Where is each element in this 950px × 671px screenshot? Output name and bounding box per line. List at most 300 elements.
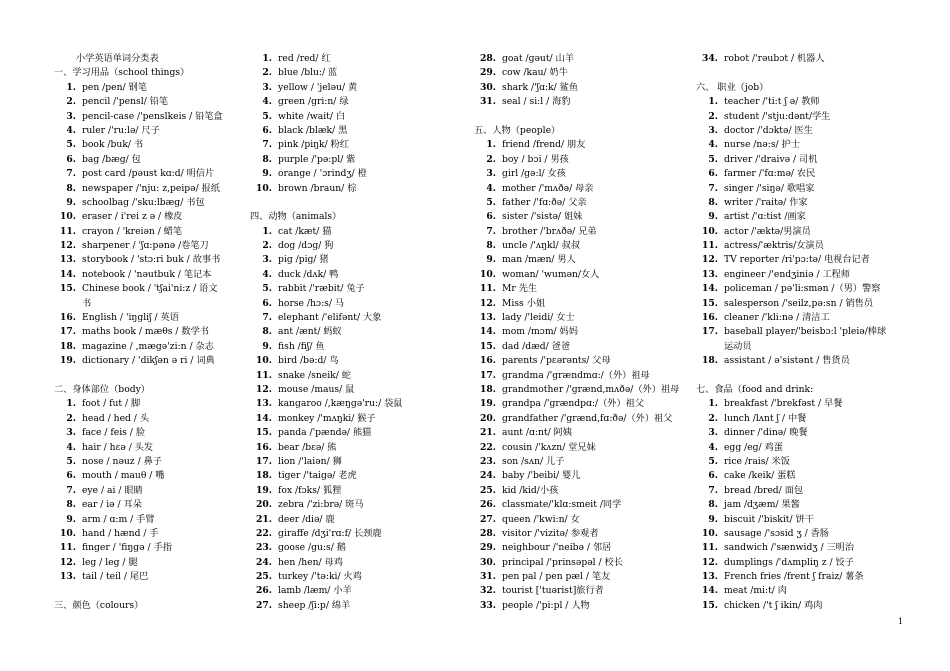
entry-number: 19.	[480, 398, 496, 410]
entry-text: pink /piŋk/ 粉红	[278, 139, 350, 151]
entry-text: grandma /'grændmɑ:/（外）祖母	[502, 369, 650, 381]
entry-text: bag /bæg/ 包	[82, 153, 141, 165]
entry-text: eye / ai / 眼睛	[82, 484, 143, 496]
entry-number: 16.	[256, 441, 272, 453]
vocab-entry	[238, 95, 349, 109]
vocab-entry	[684, 354, 850, 368]
vocab-entry	[42, 167, 215, 181]
vocab-entry	[684, 412, 813, 426]
vocab-entry	[42, 110, 223, 124]
entry-number: 8.	[708, 196, 718, 208]
vocab-entry	[238, 268, 341, 282]
entry-text: cousin /'kʌzn/ 堂兄妹	[502, 441, 596, 453]
entry-number: 17.	[60, 326, 76, 338]
vocab-entry	[238, 541, 346, 555]
entry-text: singer /'siŋə/ 歌唱家	[724, 182, 815, 194]
entry-text: grandpa /'grændpɑ:/（外）祖父	[502, 398, 645, 410]
vocab-entry	[684, 311, 830, 325]
vocab-entry	[684, 441, 813, 455]
entry-number: 12.	[60, 240, 76, 252]
vocab-entry	[42, 268, 212, 282]
entry-text: son /sʌn/ 儿子	[502, 455, 565, 467]
vocab-entry	[684, 570, 864, 584]
entry-number: 1.	[262, 225, 272, 237]
vocab-entry	[462, 412, 673, 426]
entry-number: 34.	[702, 53, 718, 64]
entry-number: 16.	[60, 312, 76, 324]
entry-number: 12.	[702, 556, 718, 568]
entry-number: 13.	[256, 398, 272, 410]
vocab-entry	[462, 570, 611, 584]
vocab-entry	[684, 498, 813, 512]
entry-number: 20.	[480, 412, 496, 424]
vocab-entry	[462, 311, 575, 325]
vocab-entry	[462, 95, 571, 109]
entry-text: doctor /'dɔktə/ 医生	[724, 124, 813, 136]
entry-number: 18.	[256, 470, 272, 482]
vocab-entry	[238, 138, 350, 152]
entry-number: 6.	[262, 297, 272, 309]
entry-number: 2.	[486, 153, 496, 165]
vocab-entry	[238, 153, 356, 167]
entry-number: 27.	[480, 513, 496, 525]
entry-number: 14.	[480, 326, 496, 338]
entry-text: foot / fut / 脚	[82, 398, 141, 410]
entry-number: 15.	[60, 283, 76, 295]
entry-number: 21.	[480, 427, 496, 439]
entry-number: 5.	[708, 153, 718, 165]
entry-text: turkey /'tə:ki/ 火鸡	[278, 571, 362, 583]
entry-text: shark /'ʃɑ:k/ 鲨鱼	[502, 81, 579, 93]
entry-number: 16.	[480, 355, 496, 367]
entry-number: 3.	[66, 427, 76, 439]
entry-text: jam /dʒæm/ 果酱	[724, 499, 800, 511]
entry-number: 8.	[486, 240, 496, 252]
entry-number: 10.	[60, 211, 76, 223]
entry-text: magazine / ,mægə'zi:n / 杂志	[82, 340, 214, 352]
vocab-entry	[238, 297, 345, 311]
entry-number: 3.	[708, 124, 718, 136]
entry-text: yellow / 'jeləu/ 黄	[278, 81, 358, 93]
entry-number: 7.	[262, 139, 272, 151]
entry-text: English / 'iŋgliʃ / 英语	[82, 312, 179, 324]
vocab-entry	[42, 81, 189, 95]
section-heading: 六、 职业（job）	[696, 81, 769, 93]
entry-text: horse /hɔ:s/ 马	[278, 297, 345, 309]
entry-continuation: 书	[82, 297, 92, 309]
vocab-entry	[42, 182, 220, 196]
entry-text: visitor /'vizitə/ 参观者	[502, 527, 599, 539]
vocab-entry	[42, 210, 189, 224]
entry-number: 3.	[708, 427, 718, 439]
vocab-entry	[462, 441, 596, 455]
entry-text: maths book / mæθs / 数学书	[82, 326, 209, 338]
entry-text: cat /kæt/ 猫	[278, 225, 332, 237]
entry-number: 5.	[66, 139, 76, 151]
entry-number: 28.	[480, 527, 496, 539]
entry-number: 3.	[66, 110, 76, 122]
entry-text: dinner /'dinə/ 晚餐	[724, 427, 808, 439]
entry-text: pen pal / pen pæl / 笔友	[502, 571, 611, 583]
vocab-entry	[238, 570, 362, 584]
entry-number: 29.	[480, 542, 496, 554]
blank-line	[42, 584, 189, 598]
vocab-entry	[42, 196, 205, 210]
vocab-entry	[684, 138, 813, 152]
column-4	[684, 52, 887, 613]
vocab-entry	[462, 138, 586, 152]
entry-number: 30.	[480, 81, 496, 93]
vocab-entry	[238, 52, 341, 66]
vocab-entry	[42, 153, 189, 167]
entry-number: 14.	[702, 585, 718, 597]
vocab-entry	[684, 397, 843, 411]
vocab-entry	[462, 282, 560, 296]
column-2	[238, 52, 403, 613]
entry-number: 11.	[256, 369, 272, 381]
entry-number: 9.	[708, 513, 718, 525]
entry-text: tourist ['tuərist]旅行者	[502, 585, 604, 597]
entry-number: 4.	[262, 268, 272, 280]
vocab-entry	[462, 527, 599, 541]
entry-text: classmate/'klɑ:smeit /同学	[502, 499, 622, 511]
entry-text: teacher /'ti:t ʃ ə/ 教师	[724, 96, 820, 108]
entry-text: orange / 'ɔrindʒ/ 橙	[278, 168, 367, 180]
entry-text: farmer /'fɑ:mə/ 农民	[724, 168, 816, 180]
vocab-entry	[462, 383, 680, 397]
entry-number: 13.	[702, 571, 718, 583]
entry-text: boy / bɔi / 男孩	[502, 153, 569, 165]
entry-number: 13.	[702, 268, 718, 280]
entry-text: nurse /nə:s/ 护士	[724, 139, 800, 151]
entry-text: hand / hænd / 手	[82, 527, 159, 539]
entry-number: 5.	[708, 455, 718, 467]
entry-text: goose /gu:s/ 鹅	[278, 542, 346, 554]
entry-number: 18.	[480, 383, 496, 395]
vocab-entry	[684, 153, 818, 167]
entry-number: 11.	[60, 542, 76, 554]
vocab-entry	[462, 196, 587, 210]
entry-text: lion /'laiən/ 狮	[278, 455, 342, 467]
vocab-entry	[684, 513, 813, 527]
entry-text: newspaper /'nju: z,peipə/ 报纸	[82, 182, 220, 194]
vocab-entry	[238, 253, 341, 267]
vocab-entry	[42, 541, 189, 555]
vocab-entry	[238, 354, 341, 368]
entry-number: 25.	[480, 484, 496, 496]
vocab-entry	[684, 541, 855, 555]
vocab-entry	[462, 340, 571, 354]
entry-text: sandwich /'sænwidʒ / 三明治	[724, 542, 855, 554]
vocab-entry	[684, 52, 825, 66]
entry-number: 2.	[708, 110, 718, 122]
entry-number: 32.	[480, 585, 496, 597]
entry-text: leg / leg / 腿	[82, 556, 138, 568]
entry-number: 18.	[702, 355, 718, 367]
entry-text: rabbit /'ræbit/ 兔子	[278, 283, 365, 295]
vocab-entry	[462, 153, 569, 167]
vocab-entry	[462, 81, 579, 95]
entry-text: tail / teil / 尾巴	[82, 571, 149, 583]
entry-number: 21.	[256, 513, 272, 525]
entry-number: 8.	[262, 326, 272, 338]
vocab-entry	[238, 455, 341, 469]
entry-text: cleaner /'kli:nə / 清洁工	[724, 312, 830, 324]
entry-number: 12.	[60, 556, 76, 568]
entry-number: 7.	[708, 484, 718, 496]
entry-number: 13.	[60, 254, 76, 266]
entry-text: neighbour /'neibə / 邻居	[502, 542, 612, 554]
entry-text: artist /'ɑ:tist /画家	[724, 211, 806, 223]
entry-text: red /red/ 红	[278, 53, 331, 64]
entry-number: 9.	[262, 340, 272, 352]
entry-number: 4.	[66, 441, 76, 453]
vocab-entry	[238, 383, 355, 397]
vocab-entry	[684, 167, 816, 181]
entry-text: crayon / 'kreiən / 蜡笔	[82, 225, 183, 237]
vocab-entry	[684, 268, 851, 282]
entry-text: girl /gə:l/ 女孩	[502, 168, 566, 180]
entry-number: 6.	[708, 470, 718, 482]
entry-text: mother /'mʌðə/ 母亲	[502, 182, 594, 194]
blank-line	[684, 369, 813, 383]
vocab-entry	[684, 182, 813, 196]
entry-number: 2.	[262, 67, 272, 79]
vocab-entry	[42, 225, 189, 239]
entry-number: 19.	[256, 484, 272, 496]
entry-number: 27.	[256, 599, 272, 611]
vocab-entry	[684, 124, 813, 138]
vocab-entry	[238, 527, 382, 541]
entry-text: storybook / 'stɔ:ri buk / 故事书	[82, 254, 221, 266]
entry-text: dad /dæd/ 爸爸	[502, 340, 571, 352]
vocab-entry	[462, 556, 623, 570]
vocab-entry	[462, 498, 622, 512]
vocab-entry	[238, 484, 341, 498]
entry-text: arm / ɑ:m / 手臂	[82, 513, 155, 525]
entry-number: 22.	[480, 441, 496, 453]
vocab-entry	[462, 541, 612, 555]
entry-text: schoolbag /'sku:lbæg/ 书包	[82, 196, 205, 208]
vocab-entry	[238, 412, 376, 426]
section-heading: 四、动物（animals）	[250, 211, 342, 223]
entry-text: grandmother /'grænd,mʌðə/（外）祖母	[502, 383, 680, 395]
entry-text: pig /pig/ 猪	[278, 254, 329, 266]
vocab-entry	[684, 455, 813, 469]
entry-number: 1.	[262, 53, 272, 64]
entry-text: French fries /frent ʃ fraiz/ 薯条	[724, 571, 864, 583]
vocab-entry	[238, 182, 357, 196]
entry-text: dumplings /'dʌmpliŋ z / 饺子	[724, 556, 854, 568]
blank-line	[238, 196, 341, 210]
entry-number: 20.	[256, 499, 272, 511]
entry-number: 14.	[60, 268, 76, 280]
entry-text: people /'pi:pl / 人物	[502, 599, 590, 611]
vocab-entry	[42, 311, 189, 325]
entry-text: ruler /'ru:lə/ 尺子	[82, 124, 160, 136]
entry-number: 3.	[486, 168, 496, 180]
entry-number: 9.	[486, 254, 496, 266]
entry-number: 31.	[480, 96, 496, 108]
vocab-entry	[238, 584, 352, 598]
vocab-entry	[462, 182, 594, 196]
entry-text: policeman / pə'li:smən /（男）警察	[724, 283, 881, 295]
vocab-entry	[42, 455, 189, 469]
vocab-entry	[238, 311, 382, 325]
entry-text: bird /bə:d/ 鸟	[278, 355, 339, 367]
entry-text: pencil /'pensl/ 铅笔	[82, 96, 169, 108]
entry-number: 28.	[480, 53, 496, 64]
entry-continuation: 运动员	[724, 340, 752, 352]
entry-number: 5.	[486, 196, 496, 208]
entry-number: 12.	[256, 383, 272, 395]
entry-number: 15.	[480, 340, 496, 352]
entry-number: 11.	[480, 283, 496, 295]
entry-number: 11.	[702, 240, 718, 252]
vocab-entry	[238, 325, 341, 339]
vocab-entry	[42, 340, 214, 354]
vocab-entry	[238, 369, 351, 383]
entry-number: 4.	[708, 139, 718, 151]
vocab-entry	[42, 527, 189, 541]
entry-number: 18.	[60, 340, 76, 352]
blank-line	[462, 110, 560, 124]
entry-text: blue /blu:/ 蓝	[278, 67, 338, 79]
vocab-entry	[684, 196, 813, 210]
entry-text: student /'stju:dənt/学生	[724, 110, 831, 122]
entry-text: rice /rais/ 米饭	[724, 455, 790, 467]
vocab-entry	[684, 599, 823, 613]
vocab-entry	[462, 66, 568, 80]
entry-number: 2.	[66, 96, 76, 108]
entry-text: bread /bred/ 面包	[724, 484, 804, 496]
vocab-entry	[462, 239, 580, 253]
entry-text: goat /gəut/ 山羊	[502, 53, 574, 64]
entry-text: pen /pen/ 钢笔	[82, 81, 147, 93]
vocab-entry	[462, 167, 566, 181]
entry-number: 15.	[256, 427, 272, 439]
entry-text: kid /kid/小孩	[502, 484, 559, 496]
vocab-entry	[462, 513, 580, 527]
entry-number: 7.	[66, 168, 76, 180]
entry-number: 1.	[708, 96, 718, 108]
entry-number: 19.	[60, 355, 76, 367]
column-3	[462, 52, 680, 613]
entry-number: 12.	[480, 297, 496, 309]
entry-number: 1.	[708, 398, 718, 410]
entry-text: Mr 先生	[502, 283, 538, 295]
entry-text: tiger /'taigə/ 老虎	[278, 470, 357, 482]
entry-text: dog /dɔg/ 狗	[278, 240, 334, 252]
entry-text: brother /'brʌðə/ 兄弟	[502, 225, 597, 237]
entry-text: salesperson /'seilz,pə:sn / 销售员	[724, 297, 874, 309]
vocab-entry	[462, 210, 583, 224]
entry-number: 14.	[256, 412, 272, 424]
entry-text: man /mæn/ 男人	[502, 254, 576, 266]
entry-number: 4.	[708, 441, 718, 453]
entry-number: 7.	[708, 182, 718, 194]
vocab-entry	[42, 138, 189, 152]
entry-text: uncle /'ʌŋkl/ 叔叔	[502, 240, 580, 252]
vocab-entry	[42, 513, 189, 527]
vocab-entry	[684, 95, 820, 109]
entry-number: 14.	[702, 283, 718, 295]
vocab-entry	[238, 498, 364, 512]
entry-text: engineer /'endʒiniə / 工程师	[724, 268, 851, 280]
entry-number: 29.	[480, 67, 496, 79]
entry-text: mom /mɔm/ 妈妈	[502, 326, 578, 338]
vocab-entry	[684, 110, 831, 124]
entry-number: 3.	[262, 81, 272, 93]
entry-number: 2.	[708, 412, 718, 424]
entry-text: brown /braun/ 棕	[278, 182, 357, 194]
entry-text: lady /'leidi/ 女士	[502, 312, 575, 324]
entry-text: giraffe /dʒi'rɑ:f/ 长颈鹿	[278, 527, 382, 539]
vocab-entry	[238, 66, 341, 80]
blank-line	[684, 66, 813, 80]
vocab-entry	[684, 484, 813, 498]
vocab-entry	[462, 268, 600, 282]
entry-number: 24.	[480, 470, 496, 482]
entry-number: 6.	[262, 124, 272, 136]
entry-number: 2.	[262, 240, 272, 252]
vocab-entry	[238, 167, 367, 181]
entry-text: black /blæk/ 黑	[278, 124, 348, 136]
entry-text: head / hed / 头	[82, 412, 150, 424]
entry-text: baby /'beibi/ 婴儿	[502, 470, 581, 482]
vocab-entry	[238, 599, 351, 613]
entry-number: 5.	[262, 283, 272, 295]
entry-text: sister /'sistə/ 姐妹	[502, 211, 583, 223]
entry-text: actress/'æktris/女演员	[724, 240, 824, 252]
entry-text: purple /'pə:pl/ 紫	[278, 153, 356, 165]
entry-text: ear / iə / 耳朵	[82, 499, 142, 511]
entry-number: 26.	[480, 499, 496, 511]
entry-number: 4.	[262, 96, 272, 108]
entry-text: dictionary / 'dikʃən ə ri / 词典	[82, 355, 215, 367]
entry-text: egg /eg/ 鸡蛋	[724, 441, 783, 453]
entry-text: Miss 小姐	[502, 297, 546, 309]
entry-text: face / feis / 脸	[82, 427, 146, 439]
vocab-entry	[42, 469, 189, 483]
entry-text: white /wait/ 白	[278, 110, 346, 122]
entry-number: 9.	[66, 196, 76, 208]
vocab-entry	[238, 81, 358, 95]
document-title: 小学英语单词分类表	[76, 53, 159, 64]
entry-number: 6.	[708, 168, 718, 180]
vocab-entry	[42, 397, 189, 411]
entry-text: assistant / ə'sistənt / 售货员	[724, 355, 850, 367]
entry-number: 9.	[708, 211, 718, 223]
entry-text: breakfast /'brekfəst / 早餐	[724, 398, 843, 410]
vocab-entry	[462, 297, 560, 311]
entry-text: biscuit /'biskit/ 饼干	[724, 513, 814, 525]
entry-number: 8.	[708, 499, 718, 511]
entry-text: panda /'pændə/ 熊猫	[278, 427, 372, 439]
entry-text: driver /'draivə / 司机	[724, 153, 818, 165]
entry-text: zebra /'zi:brə/ 斑马	[278, 499, 364, 511]
entry-number: 1.	[66, 398, 76, 410]
entry-number: 33.	[480, 599, 496, 611]
entry-text: principal /'prinsəpəl / 校长	[502, 556, 623, 568]
entry-number: 24.	[256, 556, 272, 568]
entry-text: monkey /'mʌŋki/ 猴子	[278, 412, 376, 424]
vocab-entry	[684, 584, 813, 598]
entry-number: 30.	[480, 556, 496, 568]
vocab-entry	[42, 570, 189, 584]
vocab-entry	[462, 52, 574, 66]
vocab-entry	[42, 441, 189, 455]
